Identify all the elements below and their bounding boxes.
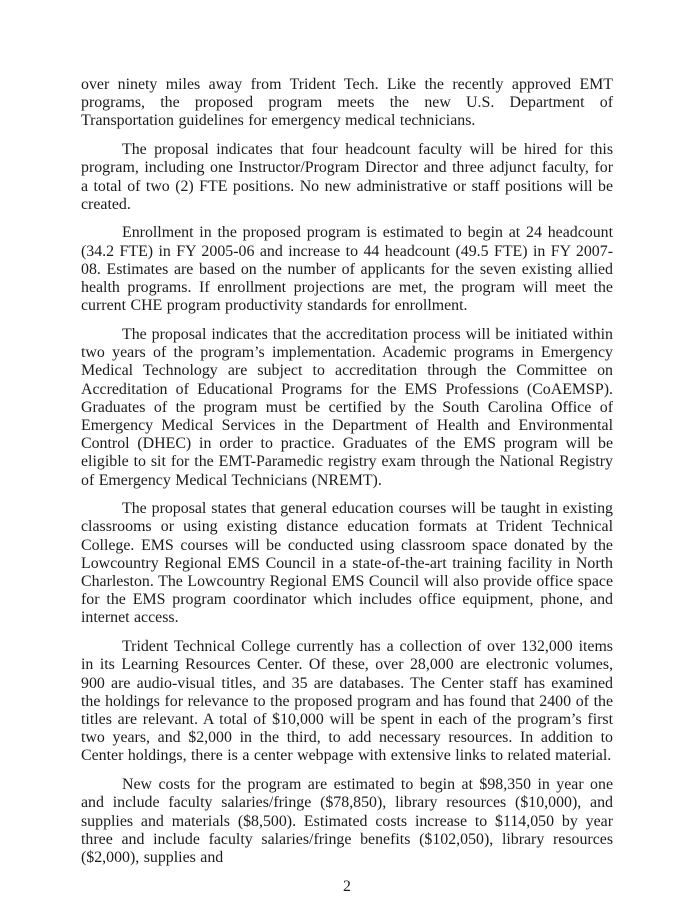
page-number: 2 [343, 877, 351, 895]
paragraph: The proposal states that general education courses will be taught in existing classrooms or using existing distance education formats at Trident Technical College. EMS courses will be conducted using classroom space donated by the Lowcountry Regional EMS Council in a state-of-the-art training facility in North Charleston. The Lowcountry Regional EMS Council will also provide office space for the EMS program coordinator which includes office equipment, phone, and internet access. [81, 500, 613, 627]
document-body [81, 76, 613, 867]
paragraph: over ninety miles away from Trident Tech. Like the recently approved EMT programs, the proposed program meets the new U.S. Department of Transportation guidelines for emergency medical technicians. [81, 76, 613, 130]
paragraph: Trident Technical College currently has a collection of over 132,000 items in its Learning Resources Center. Of these, over 28,000 are electronic volumes, 900 are audio-visual titles, and 35 are databases. The Center staff has examined the holdings for relevance to the proposed program and has found that 2400 of the titles are relevant. A total of $10,000 will be spent in each of the program’s first two years, and $2,000 in the third, to add necessary resources. In addition to Center holdings, there is a center webpage with extensive links to related material. [81, 638, 613, 765]
paragraph: The proposal indicates that four headcount faculty will be hired for this program, including one Instructor/Program Director and three adjunct faculty, for a total of two (2) FTE positions. No new administrative or staff positions will be created. [81, 141, 613, 213]
paragraph: New costs for the program are estimated to begin at $98,350 in year one and include faculty salaries/fringe ($78,850), library resources ($10,000), and supplies and materials ($8,500). Estimated costs increase to $114,050 by year three and include faculty salaries/fringe benefits ($102,050), library resources ($2,000), supplies and [81, 776, 613, 866]
paragraph: Enrollment in the proposed program is estimated to begin at 24 headcount (34.2 FTE) in FY 2005-06 and increase to 44 headcount (49.5 FTE) in FY 2007-08. Estimates are based on the number of applicants for the seven existing allied health programs. If enrollment projections are met, the program will meet the current CHE program productivity standards for enrollment. [81, 224, 613, 315]
paragraph: The proposal indicates that the accreditation process will be initiated within two years of the program’s implementation. Academic programs in Emergency Medical Technology are subject to accreditation through the Committee on Accreditation of Educational Programs for the EMS Professions (CoAEMSP). Graduates of the program must be certified by the South Carolina Office of Emergency Medical Services in the Department of Health and Environmental Control (DHEC) in order to practice. Graduates of the EMS program will be eligible to sit for the EMT-Paramedic registry exam through the National Registry of Emergency Medical Technicians (NREMT). [81, 325, 613, 489]
